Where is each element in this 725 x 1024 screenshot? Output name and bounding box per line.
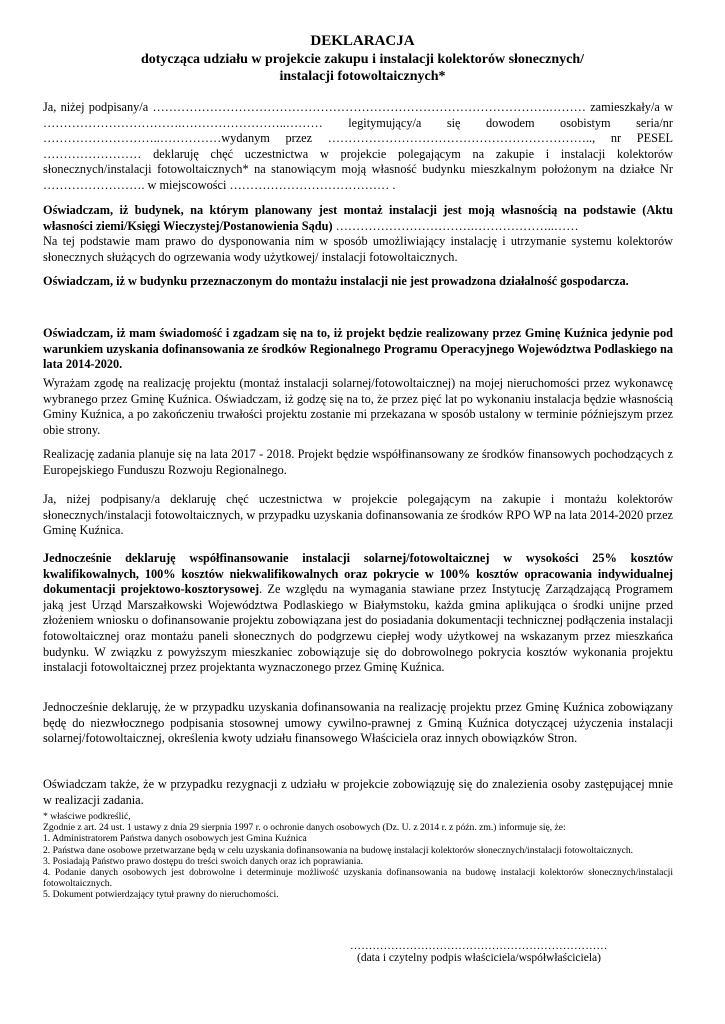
participation-paragraph: Ja, niżej podpisany/a deklaruję chęć uczestnictwa w projekcie polegającym na zakupie i montażu kolektorów słonecznych/instalacji fotowoltaicznych, w przypadku uzyskania dofinansowania ze środków RPO WP na lata 2014-2020 przez Gminę Kuźnica. xyxy=(43,492,673,538)
cofinancing-statement: Jednocześnie deklaruję współfinansowanie instalacji solarnej/fotowoltaicznej w wysokości 25% kosztów kwalifikowalnych, 100% kosztów niekwalifikowalnych oraz pokrycie w 100% kosztów opracowania indywidualnej dokumentacji projektowo-kosztorysowej xyxy=(43,551,673,597)
cofinancing-details: . Ze względu na wymagania stawiane przez Instytucję Zarządzającą Programem jaką jest Urząd Marszałkowski Województwa Podlaskiego w Białymstoku, każda gmina aplikująca o środki unijne przed złożeniem wniosku o dofinansowanie projektu zobowiązana jest do posiadania dokumentacji technicznej podłączenia instalacji fotowoltaicznej oraz montażu paneli słonecznych do podgrzewu ciepłej wody użytkowej na wskazanym przez mieszkańca budynku. W związku z powyższym mieszkaniec zobowiązuje się do dobrowolnego pokrycia kosztów wykonania projektu instalacji fotowoltaicznej przez projektanta wyznaczonego przez Gminę Kuźnica. xyxy=(43,582,673,675)
schedule-paragraph: Realizację zadania planuje się na lata 2017 - 2018. Projekt będzie współfinansowany ze środków finansowych pochodzących z Europejskiego Funduszu Rozwoju Regionalnego. xyxy=(43,447,673,477)
footnote-item: 4. Podanie danych osobowych jest dobrowolne i determinuje możliwość uzyskania dofinansowania na budowę instalacji kolektorów słonecznych/instalacji fotowoltaicznych. xyxy=(43,867,673,890)
signature-label: (data i czytelny podpis właściciela/współwłaściciela) xyxy=(357,952,601,964)
footnote-legal-basis: Zgodnie z art. 24 ust. 1 ustawy z dnia 29 sierpnia 1997 r. o ochronie danych osobowych (Dz. U. z 2014 r. z późn. zm.) informuje się, że: xyxy=(43,822,566,834)
contract-paragraph: Jednocześnie deklaruję, że w przypadku uzyskania dofinansowania na realizację projektu przez Gminę Kuźnica zobowiązany będę do niezwłocznego podpisania stosownej umowy cywilno-prawnej z Gminą Kuźnica dotyczącej użyczenia instalacji solarnej/fotowoltaicznej, określenia kwoty udziału finansowego Właściciela oraz innych obowiązków Stron. xyxy=(43,700,673,746)
footnotes xyxy=(43,811,673,901)
ownership-statement: Oświadczam, iż budynek, na którym planowany jest montaż instalacji jest moją własnością na podstawie (Aktu własności ziemi/Księgi Wieczystej/Postanowienia Sądu) xyxy=(43,203,673,233)
footnote-item: 5. Dokument potwierdzający tytuł prawny do nieruchomości. xyxy=(43,889,279,901)
footnote-asterisk: * właściwe podkreślić, xyxy=(43,811,131,822)
ownership-basis-field: …………………………….………………..…… xyxy=(332,218,579,233)
ownership-rights-text: Na tej podstawie mam prawo do dysponowania nim w sposób umożliwiający instalację i utrzymanie systemu kolektorów słonecznych służących do ogrzewania wody użytkowej/ instalacji fotowoltaicznych. xyxy=(43,234,673,264)
document-title: DEKLARACJA xyxy=(310,33,415,49)
document-subtitle-line1: dotycząca udziału w projekcie zakupu i instalacji kolektorów słonecznych/ xyxy=(140,52,585,67)
awareness-paragraph: Oświadczam, iż mam świadomość i zgadzam się na to, iż projekt będzie realizowany przez Gminę Kuźnica jedynie pod warunkiem uzyskania dofinansowania ze środków Regionalnego Programu Operacyjnego Województwa Podlaskiego na lata 2014-2020. xyxy=(43,326,673,372)
footnote-item: 1. Administratorem Państwa danych osobowych jest Gmina Kuźnica xyxy=(43,833,307,845)
cofinancing-paragraph xyxy=(43,551,673,676)
footnote-item: 3. Posiadają Państwo prawo dostępu do treści swoich danych oraz ich poprawiania. xyxy=(43,855,363,867)
footnote-item: 2. Państwa dane osobowe przetwarzane będą w celu uzyskania dofinansowania na budowę instalacji kolektorów słonecznych/instalacji fotowoltaicznych. xyxy=(43,844,634,856)
document-subtitle-line2: instalacji fotowoltaicznych* xyxy=(279,69,446,84)
ownership-paragraph xyxy=(43,203,673,265)
consent-paragraph: Wyrażam zgodę na realizację projektu (montaż instalacji solarnej/fotowoltaicznej) na mojej nieruchomości przez wykonawcę wybranego przez Gminę Kuźnica. Oświadczam, iż godzę się na to, że przez pięć lat po wykonaniu instalacja będzie własnością Gminy Kuźnica, a po zakończeniu trwałości projektu zostanie mi przekazana w sposób ustalony w terminie późniejszym przez obie strony. xyxy=(43,376,673,437)
resignation-paragraph: Oświadczam także, że w przypadku rezygnacji z udziału w projekcie zobowiązuję się do znalezienia osoby zastępującej mnie w realizacji zadania. xyxy=(43,777,673,807)
personal-data-paragraph: Ja, niżej podpisany/a …………………………………………………………………………………….……… zamieszkały/a w …………………………….……………………..……… legitymujący/a się dowodem osobistym seria/nr ………………………..……………wydanym przez ……………………………………………………….., nr PESEL …………………… deklaruję chęć uczestnictwa w projekcie polegającym na zakupie i instalacji kolektorów słonecznych/instalacji fotowoltaicznych* na stanowiącym moją własność budynku mieszkalnym położonym na działce Nr ……………………. w miejscowości ………………………………… . xyxy=(43,100,673,192)
no-business-paragraph: Oświadczam, iż w budynku przeznaczonym do montażu instalacji nie jest prowadzona działalność gospodarcza. xyxy=(43,274,629,288)
signature-line: …………………………………………………………… xyxy=(350,940,608,952)
